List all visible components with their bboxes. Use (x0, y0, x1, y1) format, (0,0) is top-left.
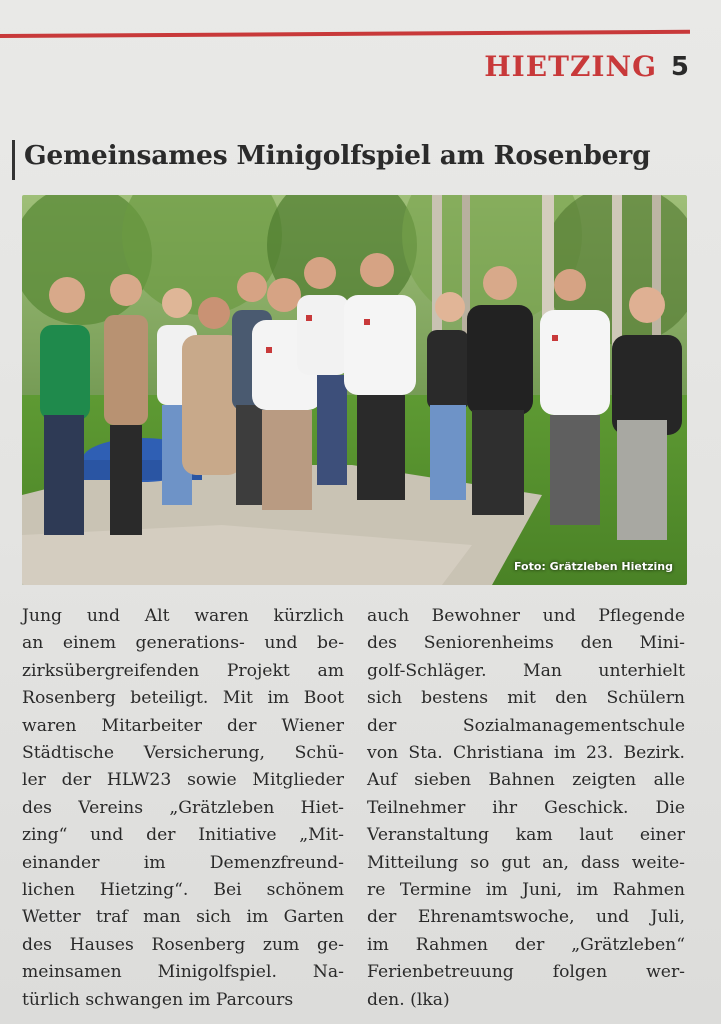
headline-marker (12, 140, 15, 180)
page-number: 5 (670, 52, 689, 82)
article-text-line: türlich schwangen im Parcours (22, 989, 294, 1010)
article-text-line: an einem generations- und be- (22, 633, 344, 654)
article-text-line: Rosenberg beteiligt. Mit im Boot (22, 688, 344, 709)
article-text-line: Jung und Alt waren kürzlich (22, 606, 344, 626)
article-text-line: waren Mitarbeiter der Wiener (22, 715, 344, 736)
article-text-line: Wetter traf man sich im Garten (22, 907, 344, 928)
article-text-line: des Vereins „Grätzleben Hiet- (22, 797, 344, 818)
article-text-line: Auf sieben Bahnen zeigten alle (367, 770, 685, 791)
article-column-right (367, 603, 685, 1014)
article-column-left (22, 603, 344, 1014)
article-text-line: des Seniorenheims den Mini- (367, 633, 685, 654)
article-text-line: zing“ und der Initiative „Mit- (22, 825, 344, 846)
article-text-line: zirksübergreifenden Projekt am (22, 660, 344, 681)
group-photo-illustration (22, 195, 687, 585)
article-text-line: Veranstaltung kam laut einer (367, 825, 685, 846)
article-text-line: auch Bewohner und Pflegende (367, 606, 685, 626)
article-text-line: der Ehrenamtswoche, und Juli, (367, 907, 685, 928)
article-text-line: sich bestens mit den Schülern (367, 688, 685, 709)
section-name: HIETZING (484, 50, 657, 83)
article-text-line: der Sozialmanagementschule (367, 715, 685, 736)
article-text-line: re Termine im Juni, im Rahmen (367, 880, 685, 901)
article-text-line: golf-Schläger. Man unterhielt (367, 660, 685, 681)
article-text-line: lichen Hietzing“. Bei schönem (22, 880, 344, 901)
article-text-line: im Rahmen der „Grätzleben“ (367, 934, 685, 955)
article-text-line: einander im Demenzfreund- (22, 852, 344, 873)
article-photo (22, 195, 687, 585)
article-text-line: ler der HLW23 sowie Mitglieder (22, 770, 344, 791)
photo-credit: Foto: Grätzleben Hietzing (513, 560, 673, 573)
article-headline: Gemeinsames Minigolfspiel am Rosenberg (24, 140, 651, 171)
article-text-line: von Sta. Christiana im 23. Bezirk. (367, 743, 685, 764)
article-text-line: Mitteilung so gut an, dass weite- (367, 852, 685, 873)
article-text-line: den. (lka) (367, 989, 450, 1010)
article-text-line: Ferienbetreuung folgen wer- (367, 962, 685, 983)
header-rule (0, 30, 690, 38)
article-text-line: meinsamen Minigolfspiel. Na- (22, 962, 344, 983)
article-text-line: des Hauses Rosenberg zum ge- (22, 934, 344, 955)
article-text-line: Teilnehmer ihr Geschick. Die (367, 797, 685, 818)
column-divider (355, 605, 356, 1010)
article-text-line: Städtische Versicherung, Schü- (22, 743, 344, 764)
